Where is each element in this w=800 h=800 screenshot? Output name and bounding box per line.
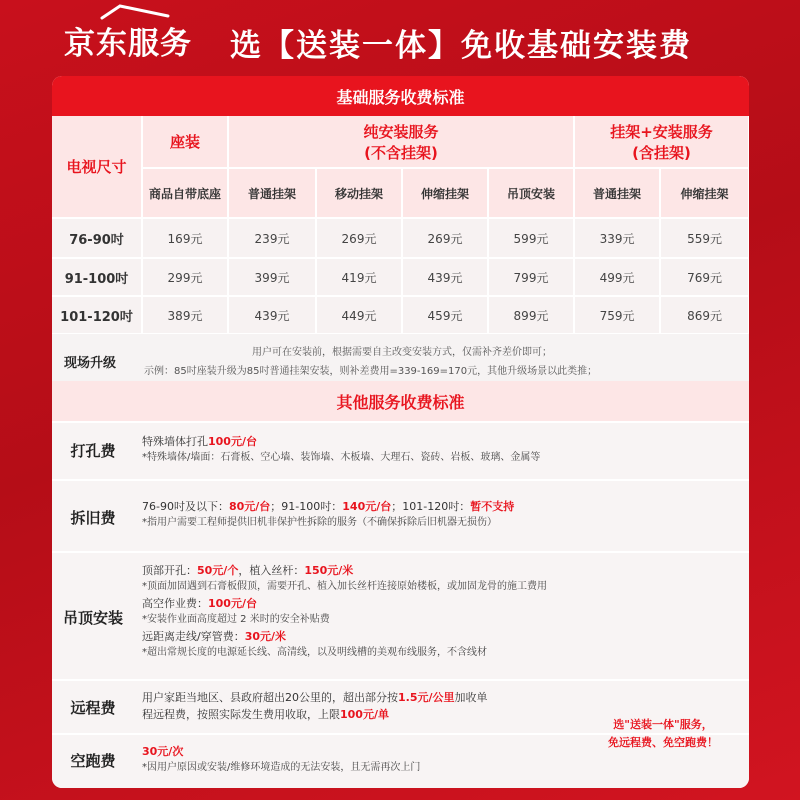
upgrade-label: 现场升级 bbox=[64, 356, 117, 371]
empty-trip-price: 30元/次 bbox=[142, 745, 184, 758]
remote-fee-text-3: 程远程费，按照实际发生费用收取，上限 bbox=[142, 708, 340, 721]
price-cell: 299元 bbox=[142, 258, 228, 296]
subheader-cell: 吊顶安装 bbox=[488, 168, 574, 218]
price-cell: 339元 bbox=[574, 218, 660, 258]
price-cell: 599元 bbox=[488, 218, 574, 258]
price-cell: 769元 bbox=[660, 258, 749, 296]
empty-trip-label: 空跑费 bbox=[70, 752, 116, 770]
price-cell: 389元 bbox=[142, 296, 228, 334]
ceiling-install-label: 吊顶安装 bbox=[62, 609, 123, 627]
high-altitude-text: 高空作业费： bbox=[142, 597, 208, 610]
subheader-cell: 伸缩挂架 bbox=[660, 168, 749, 218]
drill-fee-price: 100元/台 bbox=[208, 435, 257, 448]
bracket-install-subtitle: (含挂架) bbox=[632, 143, 691, 162]
ceiling-note-1: *顶面加固遇到石膏板假顶，需要开孔、植入加长丝杆连接原始楼板，或加固龙骨的施工费用 bbox=[142, 581, 547, 592]
ceiling-note-3: *超出常规长度的电源延长线、高清线，以及明线槽的美观布线服务，不含线材 bbox=[142, 647, 487, 658]
remote-fee-price: 1.5元/公里 bbox=[398, 691, 455, 704]
ceiling-rod-text: ，植入丝杆： bbox=[238, 564, 305, 577]
price-cell: 269元 bbox=[402, 218, 488, 258]
drill-fee-text: 特殊墙体打孔 bbox=[142, 435, 208, 448]
high-altitude-price: 100元/台 bbox=[208, 597, 257, 610]
promo-line-1: 选"送装一体"服务， bbox=[613, 718, 713, 731]
table-row bbox=[52, 296, 749, 334]
table-row bbox=[52, 258, 749, 296]
removal-fee-note: *指用户需要工程师提供旧机非保护性拆除的服务（不确保拆除后旧机器无损伤） bbox=[142, 517, 497, 528]
price-cell: 239元 bbox=[228, 218, 316, 258]
long-wiring-text: 远距离走线/穿管费： bbox=[142, 630, 245, 643]
price-cell: 459元 bbox=[402, 296, 488, 334]
removal-fee-section bbox=[52, 481, 749, 551]
price-cell: 169元 bbox=[142, 218, 228, 258]
size-cell: 91-100吋 bbox=[52, 258, 142, 296]
ceiling-note-2: *安装作业面高度超过 2 米时的安全补贴费 bbox=[142, 614, 330, 625]
price-card bbox=[52, 76, 749, 788]
ceiling-install-section bbox=[52, 553, 749, 679]
bracket-install-header bbox=[574, 116, 749, 168]
drill-fee-label: 打孔费 bbox=[70, 442, 116, 460]
header bbox=[0, 0, 800, 72]
bracket-install-title: 挂架+安装服务 bbox=[610, 122, 713, 141]
price-cell: 439元 bbox=[402, 258, 488, 296]
table-row bbox=[52, 218, 749, 258]
removal-tier-2-price: 140元/台 bbox=[342, 500, 392, 513]
price-cell: 449元 bbox=[316, 296, 402, 334]
removal-tier-1-price: 80元/台 bbox=[228, 500, 271, 513]
remote-fee-label: 远程费 bbox=[70, 699, 116, 717]
price-cell: 799元 bbox=[488, 258, 574, 296]
upgrade-line-2: 示例：85吋座装升级为85吋普通挂架安装，则补差费用=339-169=170元，其他升级场景以此类推； bbox=[144, 366, 598, 377]
empty-trip-note: *因用户原因或安装/维修环境造成的无法安装，且无需再次上门 bbox=[142, 762, 421, 773]
other-services-title: 其他服务收费标准 bbox=[52, 381, 749, 421]
basic-price-table bbox=[52, 116, 749, 335]
upgrade-row bbox=[52, 334, 749, 386]
ceiling-rod-price: 150元/米 bbox=[304, 564, 354, 577]
page-headline: 选【送装一体】免收基础安装费 bbox=[230, 28, 692, 64]
removal-tier-2: ；91-100吋： bbox=[270, 500, 343, 513]
price-cell: 759元 bbox=[574, 296, 660, 334]
subheader-cell: 伸缩挂架 bbox=[402, 168, 488, 218]
removal-tier-3-price: 暂不支持 bbox=[470, 500, 515, 513]
drill-fee-section bbox=[52, 423, 749, 479]
drill-fee-note: *特殊墙体/墙面：石膏板、空心墙、装饰墙、木板墙、大理石、瓷砖、岩板、玻璃、金属等 bbox=[142, 452, 541, 463]
pure-install-title: 纯安装服务 bbox=[363, 122, 439, 141]
size-cell: 76-90吋 bbox=[52, 218, 142, 258]
subheader-cell: 移动挂架 bbox=[316, 168, 402, 218]
price-cell: 399元 bbox=[228, 258, 316, 296]
removal-fee-line bbox=[142, 498, 741, 515]
ceiling-drill-text: 顶部开孔： bbox=[142, 564, 197, 577]
remote-fee-cap: 100元/单 bbox=[340, 708, 389, 721]
tv-size-header: 电视尺寸 bbox=[52, 116, 142, 218]
removal-fee-label: 拆旧费 bbox=[70, 509, 116, 527]
promo-note bbox=[588, 716, 738, 752]
pure-install-header bbox=[228, 116, 574, 168]
price-cell: 559元 bbox=[660, 218, 749, 258]
pure-install-subtitle: (不含挂架) bbox=[364, 143, 438, 162]
ceiling-drill-price: 50元/个 bbox=[197, 564, 239, 577]
remote-fee-text-1: 用户家距当地区、县政府超出20公里的，超出部分按 bbox=[142, 691, 398, 704]
remote-fee-text-2: 加收单 bbox=[454, 691, 488, 704]
brand-logo: 京东服务 bbox=[64, 26, 192, 62]
subheader-cell: 普通挂架 bbox=[574, 168, 660, 218]
price-cell: 869元 bbox=[660, 296, 749, 334]
promo-line-2: 免远程费、免空跑费！ bbox=[608, 736, 718, 749]
size-cell: 101-120吋 bbox=[52, 296, 142, 334]
price-cell: 439元 bbox=[228, 296, 316, 334]
price-cell: 899元 bbox=[488, 296, 574, 334]
price-cell: 419元 bbox=[316, 258, 402, 296]
subheader-cell: 商品自带底座 bbox=[142, 168, 228, 218]
long-wiring-price: 30元/米 bbox=[244, 630, 287, 643]
subheader-cell: 普通挂架 bbox=[228, 168, 316, 218]
removal-tier-3: ；101-120吋： bbox=[391, 500, 471, 513]
price-cell: 269元 bbox=[316, 218, 402, 258]
seat-install-header: 座装 bbox=[142, 116, 228, 168]
upgrade-line-1: 用户可在安装前，根据需要自主改变安装方式，仅需补齐差价即可； bbox=[252, 347, 552, 358]
basic-services-title: 基础服务收费标准 bbox=[52, 76, 749, 116]
price-cell: 499元 bbox=[574, 258, 660, 296]
removal-tier-1: 76-90吋及以下： bbox=[142, 500, 229, 513]
